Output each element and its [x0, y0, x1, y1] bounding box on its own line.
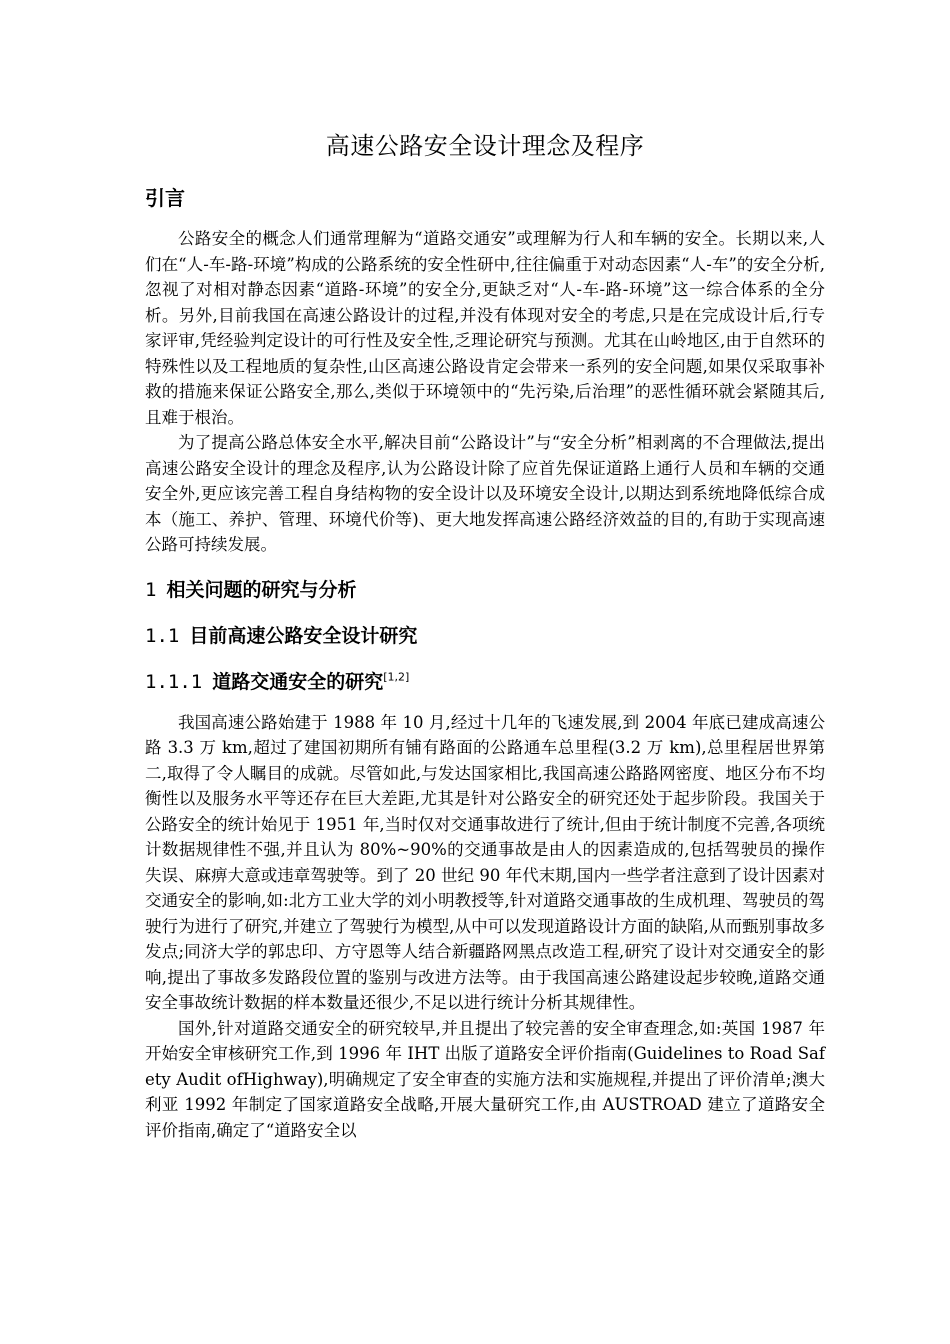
section-heading-1-1-1 — [145, 668, 825, 696]
section-number: 1.1.1 — [145, 670, 203, 693]
document-title: 高速公路安全设计理念及程序 — [325, 132, 645, 160]
section-title: 道路交通安全的研究 — [212, 670, 384, 693]
section-number: 1 — [145, 578, 157, 601]
section-title: 相关问题的研究与分析 — [166, 578, 357, 601]
section-heading-1-1 — [145, 622, 825, 650]
section-heading-1 — [145, 576, 825, 604]
body-paragraph-1: 我国高速公路始建于 1988 年 10 月,经过十几年的飞速发展,到 2004 年底已建成高速公路 3.3 万 km,超过了建国初期所有铺有路面的公路通车总里程(3.2 万 km),总里程居世界第二,取得了令人瞩目的成就。尽管如此,与发达国家相比,我国高速公路路网密度、地区分布不均衡性以及服务水平等还存在巨大差距,尤其是针对公路安全的研究还处于起步阶段。我国关于公路安全的统计始见于 1951 年,当时仅对交通事故进行了统计,但由于统计制度不完善,各项统计数据规律性不强,并且认为 80%~90%的交通事故是由人的因素造成的,包括驾驶员的操作失误、麻痹大意或违章驾驶等。到了 20 世纪 90 年代末期,国内一些学者注意到了设计因素对交通安全的影响,如:北方工业大学的刘小明教授等,针对道路交通事故的生成机理、驾驶员的驾驶行为进行了研究,并建立了驾驶行为模型,从中可以发现道路设计方面的缺陷,从而甄别事故多发点;同济大学的郭忠印、方守恩等人结合新疆路网黑点改造工程,研究了设计对交通安全的影响,提出了事故多发路段位置的鉴别与改进方法等。由于我国高速公路建设起步较晚,道路交通安全事故统计数据的样本数量还很少,不足以进行统计分析其规律性。 — [145, 712, 825, 1012]
section-title: 目前高速公路安全设计研究 — [189, 624, 418, 647]
section-heading-intro: 引言 — [145, 186, 185, 210]
document-page — [145, 130, 825, 1143]
section-number: 1.1 — [145, 624, 180, 647]
citation-marker: [1,2] — [383, 670, 410, 684]
body-paragraph-2: 国外,针对道路交通安全的研究较早,并且提出了较完善的安全审查理念,如:英国 1987 年开始安全审核研究工作,到 1996 年 IHT 出版了道路安全评价指南(Guidelines to Road Safety Audit ofHighway),明确规定了安全审查的实施方法和实施规程,并提出了评价清单;澳大利亚 1992 年制定了国家道路安全战略,开展大量研究工作,由 AUSTROAD 建立了道路安全评价指南,确定了“道路安全以 — [145, 1018, 825, 1140]
intro-paragraph-1: 公路安全的概念人们通常理解为“道路交通安”或理解为行人和车辆的安全。长期以来,人们在“人-车-路-环境”构成的公路系统的安全性研中,往往偏重于对动态因素“人-车”的安全分析,忽视了对相对静态因素“道路-环境”的安全分,更缺乏对“人-车-路-环境”这一综合体系的全分析。另外,目前我国在高速公路设计的过程,并没有体现对安全的考虑,只是在完成设计后,行专家评审,凭经验判定设计的可行性及安全性,乏理论研究与预测。尤其在山岭地区,由于自然环的特殊性以及工程地质的复杂性,山区高速公路设肯定会带来一系列的安全问题,如果仅采取事补救的措施来保证公路安全,那么,类似于环境领中的“先污染,后治理”的恶性循环就会紧随其后,且难于根治。 — [145, 229, 825, 427]
intro-paragraph-2: 为了提高公路总体安全水平,解决目前“公路设计”与“安全分析”相剥离的不合理做法,提出高速公路安全设计的理念及程序,认为公路设计除了应首先保证道路上通行人员和车辆的交通安全外,更应该完善工程自身结构物的安全设计以及环境安全设计,以期达到系统地降低综合成本（施工、养护、管理、环境代价等)、更大地发挥高速公路经济效益的目的,有助于实现高速公路可持续发展。 — [145, 433, 825, 554]
